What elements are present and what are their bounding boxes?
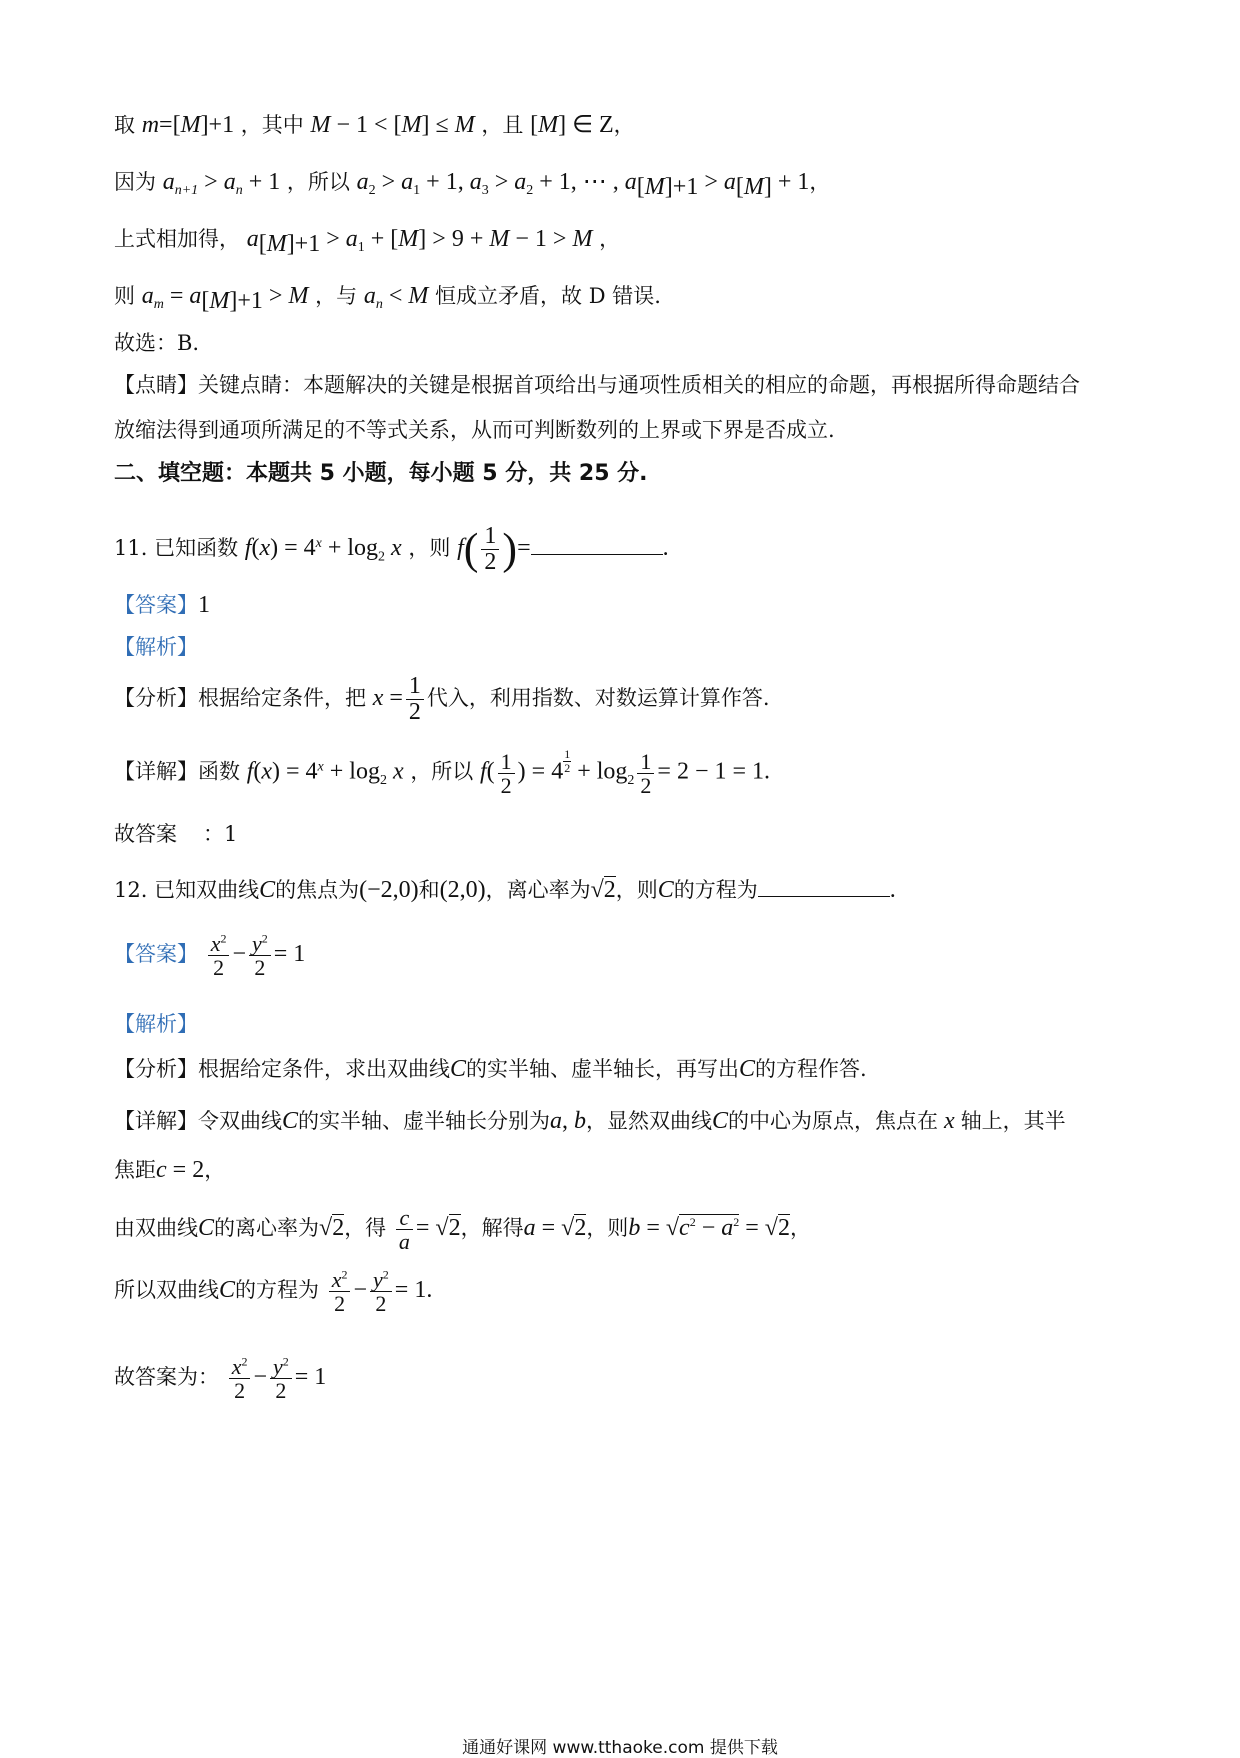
text: ，离心率为 [485, 878, 591, 902]
text: 和 [418, 878, 440, 902]
line-2: 因为 $a_{n+1} > a_n + 1$ ，所以 $a_2 > a_1 + 1$, $a_3 > a_2 + 1$, ⋯ , $a_{[M]+1} > a_{[M]} + 1$， [114, 169, 831, 201]
q11-fenxi: 【分析】根据给定条件，把 x = $\frac{1}{2}$ 代入，利用指数、对数运算计算作答. [114, 673, 770, 726]
text: 恒成立矛盾，故 D 错误. [435, 284, 661, 308]
text: 故答案为： [114, 1365, 219, 1390]
text: 根据给定条件，把 [198, 686, 366, 711]
text: ，则 [615, 878, 658, 902]
footer-text: 通通好课网 www.tthaoke.com 提供下载 [462, 1738, 778, 1758]
text: ，与 [315, 284, 358, 308]
text: ， [789, 1216, 811, 1241]
text: 关键点睛：本题解决的关键是根据首项给出与通项性质相关的相应的命题，再根据所得命题结合 [198, 373, 1080, 397]
q12-stem: 12. 已知双曲线C的焦点为(−2,0)和(2,0)，离心率为√2，则C的方程为 . [114, 877, 896, 903]
line-5 [114, 333, 199, 354]
xiangjie-tag: 【详解】 [114, 1109, 198, 1133]
text: 因为 [114, 170, 156, 194]
q11-answer [114, 593, 210, 617]
text: ，则 [586, 1216, 629, 1241]
text: 根据给定条件，求出双曲线 [198, 1057, 450, 1081]
text: ， [809, 170, 831, 194]
q11-final [114, 824, 237, 845]
text: ，显然双曲线 [586, 1109, 713, 1133]
text: ，且 [481, 113, 524, 137]
q12-final: 故答案为： $\frac{x^2}{2}$ − $\frac{y^2}{2}$ = 1 [114, 1354, 327, 1404]
text: 故选：B. [114, 331, 200, 355]
fenxi-tag: 【分析】 [114, 686, 198, 711]
text: 上式相加得， [114, 227, 240, 251]
section-heading [114, 463, 648, 485]
text: 的方程作答. [755, 1057, 867, 1081]
text: 二、填空题：本题共 5 小题，每小题 5 分，共 25 分. [114, 461, 648, 486]
line-3: 上式相加得， $a_{[M]+1} > a_1 + [M] > 9 + M - 1 > M$ ， [114, 226, 621, 258]
xiangjie-tag: 【详解】 [114, 759, 198, 784]
text: ：1 [203, 822, 238, 846]
text: ， [613, 113, 635, 137]
answer-blank [531, 534, 663, 555]
analysis-tag: 【解析】 [114, 635, 198, 659]
text: 的方程为 [673, 878, 758, 902]
text: 所以双曲线 [114, 1278, 219, 1303]
q12-xiangjie-3: 由双曲线C的离心率为√2，得 $\frac{c}{a}$ = √2，解得a = √2，则$b = √c^2 - a^2 = √2$， [114, 1205, 811, 1255]
text: 的实半轴、虚半轴长，再写出 [466, 1057, 740, 1081]
q12-analysis-tag [114, 1014, 198, 1035]
q12-xiangjie-2: 焦距c = 2， [114, 1157, 226, 1183]
line-7 [114, 420, 835, 441]
text: 代入，利用指数、对数运算计算作答. [426, 686, 770, 711]
text: ， [204, 1158, 226, 1182]
text: 12. 已知双曲线 [114, 878, 260, 902]
answer-tag: 【答案】 [114, 593, 198, 617]
q12-fenxi: 【分析】根据给定条件，求出双曲线C的实半轴、虚半轴长，再写出C的方程作答. [114, 1056, 867, 1082]
text: 轴上，其半 [960, 1109, 1066, 1133]
text: ，其中 [240, 113, 304, 137]
text: 的焦点为 [275, 878, 360, 902]
text: 放缩法得到通项所满足的不等式关系，从而可判断数列的上界或下界是否成立. [114, 418, 835, 442]
text: ， [599, 227, 621, 251]
text: 函数 [198, 759, 240, 784]
text: 则 [114, 284, 135, 308]
analysis-tag: 【解析】 [114, 1012, 198, 1036]
q12-xiangjie-4: 所以双曲线C的方程为 $\frac{x^2}{2}$ − $\frac{y^2}{2}$ = 1. [114, 1267, 433, 1317]
line-4: 则 $a_m = a_{[M]+1} > M$ ，与 $a_n < M$ 恒成立矛盾，故 D 错误. [114, 283, 661, 315]
line-6 [114, 375, 1080, 396]
text: ，解得 [460, 1216, 524, 1241]
text: 由双曲线 [114, 1216, 198, 1241]
answer-blank [758, 876, 890, 897]
text: ，所以 [286, 170, 350, 194]
text: 的实半轴、虚半轴长分别为 [298, 1109, 551, 1133]
text: ，则 [408, 536, 451, 561]
footer [0, 1733, 1240, 1758]
q12-answer: 【答案】 $\frac{x^2}{2}$ − $\frac{y^2}{2}$ = 1 [114, 931, 306, 981]
tag-dianjing: 【点睛】 [114, 373, 198, 397]
text: 焦距 [114, 1158, 156, 1182]
formula: m [141, 112, 160, 138]
q12-xiangjie-1: 【详解】令双曲线C的实半轴、虚半轴长分别为a, b，显然双曲线C的中心为原点，焦点在 x 轴上，其半 [114, 1108, 1066, 1134]
text: ，所以 [410, 759, 474, 784]
line-1: 取 m=[M]+1 ，其中 M − 1 < [M] ≤ M ，且 [M] ∈ Z， [114, 112, 635, 138]
text: ，得 [344, 1216, 387, 1241]
q11-stem: 11. 已知函数 $f(x) = 4^x + \log_2 x$ ，则 f( $\frac{1}{2}$ )= . [114, 523, 669, 576]
text: 令双曲线 [198, 1109, 282, 1133]
text: 取 [114, 113, 135, 137]
text: 的离心率为 [214, 1216, 320, 1241]
answer-value: 1 [198, 592, 210, 618]
text: 的中心为原点，焦点在 [728, 1109, 939, 1133]
text: 的方程为 [235, 1278, 320, 1303]
text: 故答案 [114, 822, 177, 846]
q11-xiangjie: 【详解】函数 $f(x) = 4^x + \log_2 x$ ，所以 f( $\frac{1}{2}$ ) = 4 $^{\frac{1}{2}}$ + $\log_2$ $\frac{1}{2}$ = 2 − 1 = 1. [114, 747, 771, 798]
answer-tag: 【答案】 [114, 942, 198, 967]
fenxi-tag: 【分析】 [114, 1057, 198, 1081]
q11-analysis-tag [114, 637, 198, 658]
text: 11. 已知函数 [114, 536, 239, 561]
